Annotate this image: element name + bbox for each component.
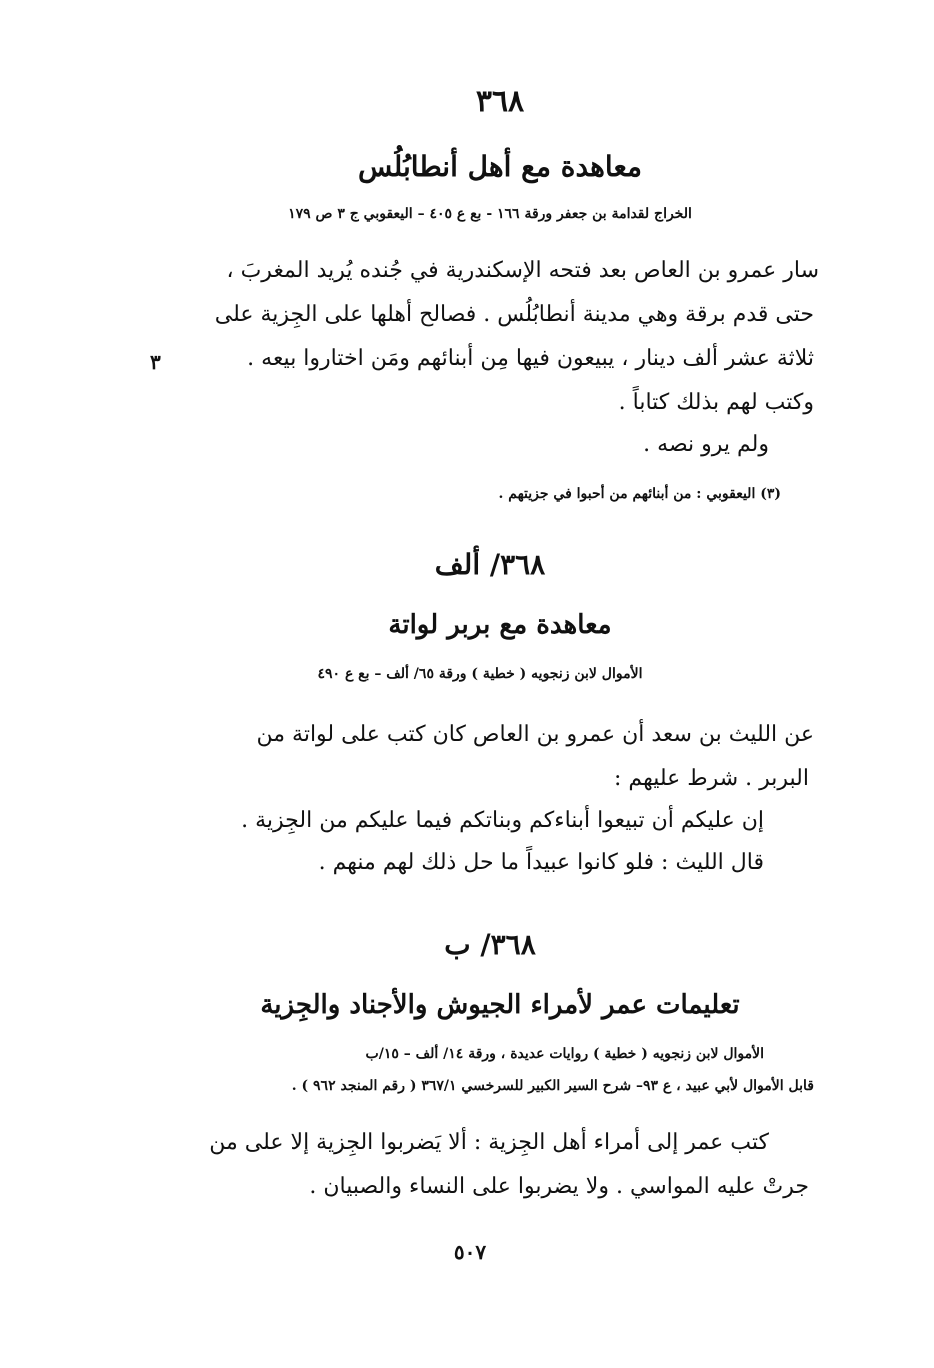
source-citation: قابل الأموال لأبي عبيد ، ع ٩٣– شرح السير الكبير للسرخسي ٣٦٧/١ ( رقم المنجد ٩٦٢ ) . xyxy=(291,1078,814,1094)
footnote: (٣) اليعقوبي : من أبنائهم من أحبوا في جزيتهم . xyxy=(498,486,781,502)
body-text-line: ولم يرو نصه . xyxy=(643,432,769,457)
section-number: ٣٦٨/ ألف xyxy=(434,548,546,581)
body-text-line: قال الليث : فلو كانوا عبيداً ما حل ذلك لهم منهم . xyxy=(318,850,764,875)
section-title: معاهدة مع بربر لواتة xyxy=(388,610,612,640)
body-text-line: سار عمرو بن العاص بعد فتحه الإسكندرية في جُنده يُريد المغربَ ، xyxy=(226,258,819,283)
body-text-line: ثلاثة عشر ألف دينار ، يبيعون فيها مِن أبنائهم ومَن اختاروا بيعه . xyxy=(247,346,814,371)
source-citation: الأموال لابن زنجويه ( خطية ) ورقة ٦٥/ ألف – بع ع ٤٩٠ xyxy=(317,666,643,682)
body-text-line: إن عليكم أن تبيعوا أبناءكم وبناتكم فيما عليكم من الجِزية . xyxy=(241,808,764,833)
body-text-line: عن الليث بن سعد أن عمرو بن العاص كان كتب على لواتة من xyxy=(256,722,814,747)
section-title: تعليمات عمر لأمراء الجيوش والأجناد والجِزية xyxy=(260,990,740,1020)
body-text-line: كتب عمر إلى أمراء أهل الجِزية : ألا يَضربوا الجِزية إلا على من xyxy=(209,1130,769,1155)
source-citation: الأموال لابن زنجويه ( خطية ) روايات عديدة ، ورقة ١٤/ ألف – ١٥/ب xyxy=(365,1046,764,1062)
line-number-marker: ٣ xyxy=(150,350,161,374)
body-text-line: وكتب لهم بذلك كتاباً . xyxy=(618,390,814,415)
source-citation: الخراج لقدامة بن جعفر ورقة ١٦٦ - بع ع ٤٠٥ – اليعقوبي ج ٣ ص ١٧٩ xyxy=(288,206,692,222)
page-number: ٥٠٧ xyxy=(453,1240,487,1264)
body-text-line: حتى قدم برقة وهي مدينة أنطابُلُس . فصالح أهلها على الجِزية على xyxy=(214,302,814,327)
section-title: معاهدة مع أهل أنطابُلُس xyxy=(358,150,642,183)
body-text-line: جرتْ عليه المواسي . ولا يضربوا على النساء والصبيان . xyxy=(309,1174,809,1199)
body-text-line: البربر . شرط عليهم : xyxy=(614,766,809,791)
section-number: ٣٦٨/ ب xyxy=(444,928,536,961)
section-number: ٣٦٨ xyxy=(475,84,525,119)
